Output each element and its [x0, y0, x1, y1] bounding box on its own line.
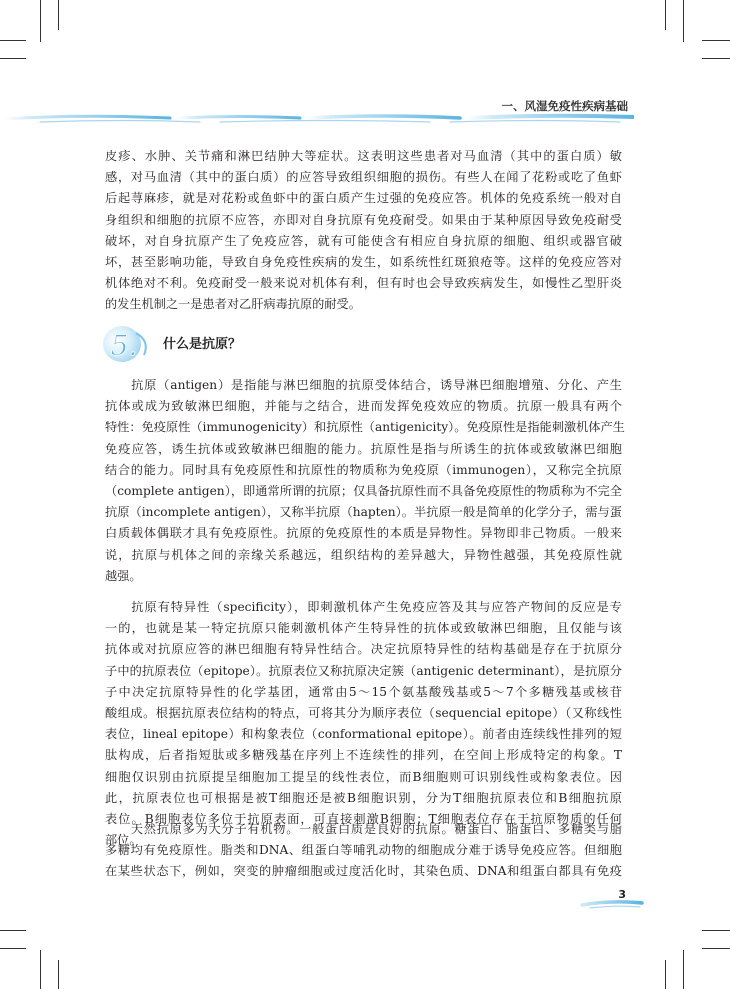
text-line: 抗原有特异性（specificity），即刺激机体产生免疫应答及其与应答产物间的反应是专: [105, 600, 622, 614]
body-paragraph-4: [105, 819, 622, 883]
header-decorative-rule: [0, 112, 634, 126]
page-number: 3: [618, 888, 626, 901]
text-line: 此，抗原表位也可根据是被T细胞还是被B细胞识别，分为T细胞抗原表位和B细胞抗原: [105, 790, 622, 805]
text-line: 身组织和细胞的抗原不应答，亦即对自身抗原有免疫耐受。如果由于某种原因导致免疫耐受: [105, 212, 622, 227]
crop-mark: [702, 40, 730, 41]
text-line: 免疫应答，诱生抗体或致敏淋巴细胞的能力。抗原性是指与所诱生的抗体或致敏淋巴细胞: [105, 441, 622, 456]
text-line: 特性：免疫原性（immunogenicity）和抗原性（antigenicity）。免疫原性是指能刺激机体产生: [105, 420, 625, 435]
text-line: 在某些状态下，例如，突变的肿瘤细胞或过度活化时，其染色质、DNA和组蛋白都具有免疫: [105, 864, 622, 879]
text-line: 部位。: [105, 833, 142, 848]
text-line: 子中的抗原表位（epitope）。抗原表位又称抗原决定簇（antigenic determinant），是抗原分: [105, 663, 622, 678]
text-line: 坏，甚至影响功能，导致自身免疫性疾病的发生，如系统性红斑狼疮等。这样的免疫应答对: [105, 254, 622, 269]
text-line: 多糖均有免疫原性。脂类和DNA、组蛋白等哺乳动物的细胞成分难于诱导免疫应答。但细胞: [105, 843, 622, 858]
crop-mark: [702, 58, 730, 59]
text-line: 抗体或对抗原应答的淋巴细胞有特异性结合。决定抗原特异性的结构基础是存在于抗原分: [105, 642, 622, 657]
crop-mark: [40, 0, 41, 42]
footer-decorative-rule: [580, 897, 644, 911]
running-header-title: 一、风湿免疫性疾病基础: [501, 99, 628, 113]
crop-mark: [58, 0, 59, 30]
crop-mark: [0, 948, 26, 949]
text-line: 的发生机制之一是患者对乙肝病毒抗原的耐受。: [105, 297, 361, 312]
body-paragraph-1: [105, 146, 622, 316]
text-line: 表位，lineal epitope）和构象表位（conformational epitope）。前者由连续线性排列的短: [105, 727, 622, 742]
text-line: 天然抗原多为大分子有机物。一般蛋白质是良好的抗原。糖蛋白、脂蛋白、多糖类与脂: [105, 822, 622, 836]
body-paragraph-3: [105, 597, 622, 851]
text-line: 表位。B细胞表位多位于抗原表面，可直接刺激B细胞；T细胞表位存在于抗原物质的任何: [105, 811, 622, 826]
crop-mark: [665, 0, 666, 30]
text-line: 皮疹、水肿、关节痛和淋巴结肿大等症状。这表明这些患者对马血清（其中的蛋白质）敏: [105, 149, 622, 163]
text-line: 后起荨麻疹，就是对花粉或鱼虾中的蛋白质产生过强的免疫应答。机体的免疫系统一般对自: [105, 191, 622, 206]
crop-mark: [0, 58, 26, 59]
crop-mark: [58, 960, 59, 989]
crop-mark: [665, 960, 666, 989]
text-line: 一的，也就是某一特定抗原只能刺激机体产生特异性的抗体或致敏淋巴细胞，且仅能与该: [105, 621, 622, 636]
text-line: 抗体或成为致敏淋巴细胞，并能与之结合，进而发挥免疫效应的物质。抗原一般具有两个: [105, 399, 622, 414]
text-line: 细胞仅识别由抗原提呈细胞加工提呈的线性表位，而B细胞则可识别线性或构象表位。因: [105, 769, 622, 784]
text-line: （complete antigen），即通常所谓的抗原；仅具备抗原性而不具备免疫原性的物质称为不完全: [105, 483, 622, 498]
text-line: 破坏，对自身抗原产生了免疫应答，就有可能使含有相应自身抗原的细胞、组织或器官破: [105, 233, 622, 248]
crop-mark: [702, 930, 730, 931]
text-line: 白质载体偶联才具有免疫原性。抗原的免疫原性的本质是异物性。异物即非己物质。一般来: [105, 526, 622, 541]
crop-mark: [683, 0, 684, 42]
section-title: 什么是抗原？: [163, 337, 242, 352]
crop-mark: [0, 40, 26, 41]
text-line: 子中决定抗原特异性的化学基团，通常由5～15个氨基酸残基或5～7个多糖残基或核苷: [105, 684, 622, 699]
crop-mark: [0, 930, 26, 931]
text-line: 酸组成。根据抗原表位结构的特点，可将其分为顺序表位（sequencial epitope）（又称线性: [105, 705, 622, 720]
crop-mark: [40, 950, 41, 989]
section-number-badge: [100, 321, 156, 365]
text-line: 抗原（incomplete antigen），又称半抗原（hapten）。半抗原一般是简单的化学分子，需与蛋: [105, 505, 622, 520]
crop-mark: [702, 948, 730, 949]
text-line: 感，对马血清（其中的蛋白质）的应答导致组织细胞的损伤。有些人在闻了花粉或吃了鱼虾: [105, 170, 622, 185]
section-number: 5.: [110, 329, 138, 362]
text-line: 说，抗原与机体之间的亲缘关系越远，组织结构的差异越大，异物性越强，其免疫原性就: [105, 547, 622, 562]
text-line: 结合的能力。同时具有免疫原性和抗原性的物质称为免疫原（immunogen），又称完全抗原: [105, 462, 622, 477]
crop-mark: [683, 950, 684, 989]
text-line: 越强。: [105, 568, 142, 583]
text-line: 抗原（antigen）是指能与淋巴细胞的抗原受体结合，诱导淋巴细胞增殖、分化、产生: [105, 378, 622, 392]
body-paragraph-2: [105, 375, 625, 587]
text-line: 肽构成，后者指短肽或多糖残基在序列上不连续性的排列，在空间上形成特定的构象。T: [105, 748, 622, 763]
text-line: 机体绝对不利。免疫耐受一般来说对机体有利，但有时也会导致疾病发生，如慢性乙型肝炎: [105, 276, 622, 291]
